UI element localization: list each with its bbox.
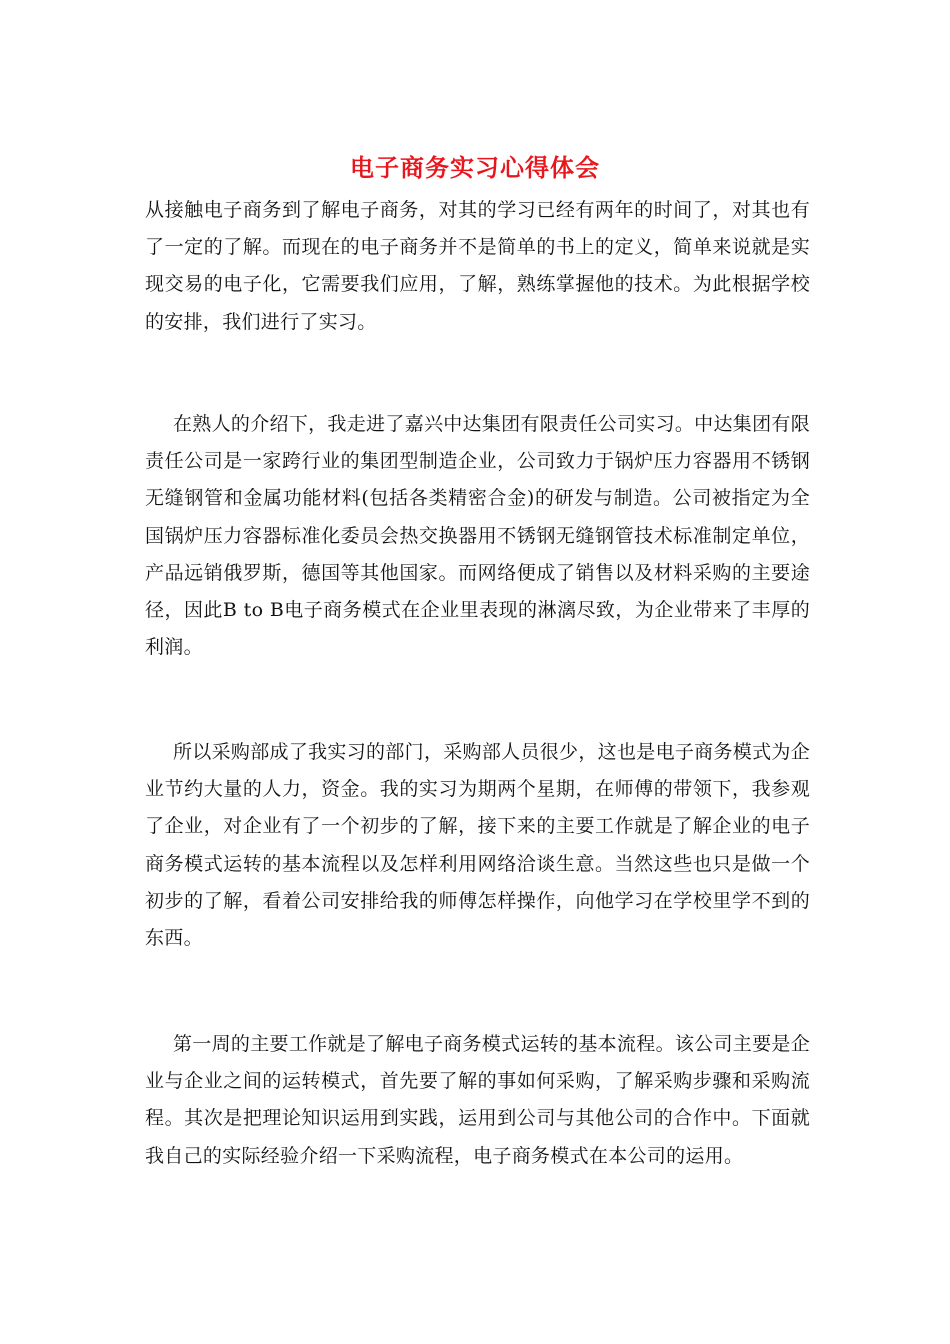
paragraph-intro: 从接触电子商务到了解电子商务，对其的学习已经有两年的时间了，对其也有了一定的了解。而现在的电子商务并不是简单的书上的定义，简单来说就是实现交易的电子化，它需要我们应用，了解，熟练掌握他的技术。为此根据学校的安排，我们进行了实习。 xyxy=(145,199,810,333)
paragraph-first-week: 第一周的主要工作就是了解电子商务模式运转的基本流程。该公司主要是企业与企业之间的运转模式，首先要了解的事如何采购，了解采购步骤和采购流程。其次是把理论知识运用到实践，运用到公司与其他公司的合作中。下面就我自己的实际经验介绍一下采购流程，电子商务模式在本公司的运用。 xyxy=(145,1033,810,1167)
document-title: 电子商务实习心得体会 xyxy=(350,153,600,182)
paragraph-department: 所以采购部成了我实习的部门，采购部人员很少，这也是电子商务模式为企业节约大量的人力，资金。我的实习为期两个星期，在师傅的带领下，我参观了企业，对企业有了一个初步的了解，接下来的主要工作就是了解企业的电子商务模式运转的基本流程以及怎样利用网络洽谈生意。当然这些也只是做一个初步的了解，看着公司安排给我的师傅怎样操作，向他学习在学校里学不到的东西。 xyxy=(145,741,810,950)
paragraph-company: 在熟人的介绍下，我走进了嘉兴中达集团有限责任公司实习。中达集团有限责任公司是一家跨行业的集团型制造企业，公司致力于锅炉压力容器用不锈钢无缝钢管和金属功能材料(包括各类精密合金)的研发与制造。公司被指定为全国锅炉压力容器标准化委员会热交换器用不锈钢无缝钢管技术标准制定单位，产品远销俄罗斯，德国等其他国家。而网络便成了销售以及材料采购的主要途径，因此B to B电子商务模式在企业里表现的淋漓尽致，为企业带来了丰厚的利润。 xyxy=(145,413,810,659)
